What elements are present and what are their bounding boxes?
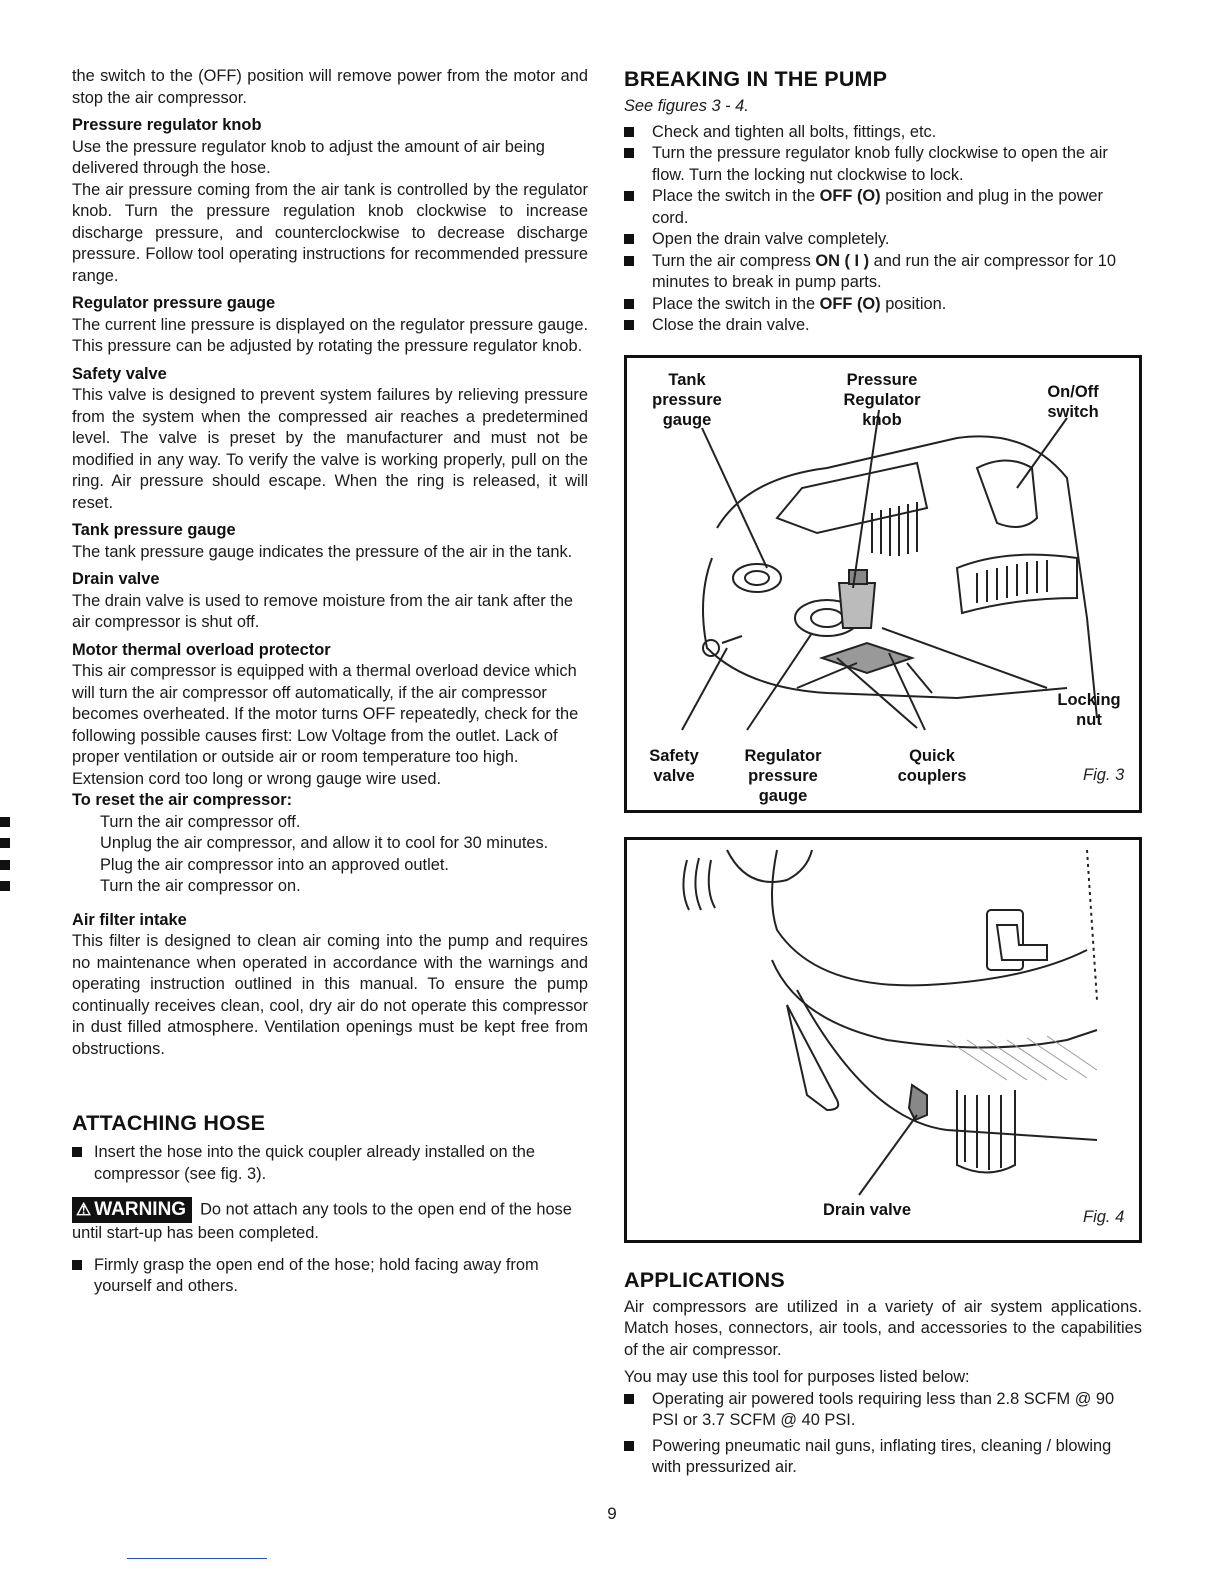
breaking-in-list (624, 122, 1142, 337)
applications-intro: You may use this tool for purposes listed below: (624, 1368, 970, 1386)
section-text: Use the pressure regulator knob to adjust the amount of air being delivered through the hose. (72, 137, 545, 177)
section-text: The tank pressure gauge indicates the pressure of the air in the tank. (72, 542, 573, 561)
intro-text: the switch to the (OFF) position will remove power from the motor and stop the air compressor. (72, 67, 588, 107)
label-tank-pressure-gauge: Tank pressure gauge (652, 370, 722, 429)
list-item: Plug the air compressor into an approved outlet. (0, 855, 588, 877)
breaking-in-heading: BREAKING IN THE PUMP (624, 67, 888, 91)
list-item: Powering pneumatic nail guns, inflating tires, cleaning / blowing with pressurized air. (624, 1436, 1142, 1479)
figure-3 (624, 355, 1142, 813)
figure-4 (624, 837, 1142, 1243)
reset-title: To reset the air compressor: (72, 791, 293, 809)
label-safety-valve: Safety valve (649, 746, 699, 785)
section-text: This filter is designed to clean air coming into the pump and requires no maintenance when operated in accordance with the warnings and operating instruction outlined in this manual. To ensure the pump continually receives clean, cool, dry air do not operate this compressor in dust filled atmosphere. Ventilation openings must be kept free from obstructions. (72, 932, 588, 1058)
section-text: The current line pressure is displayed on the regulator pressure gauge. This pressure can be adjusted by rotating the pressure regulator knob. (72, 315, 588, 355)
section-text: The air pressure coming from the air tank is controlled by the regulator knob. Turn the pressure regulation knob clockwise to increase discharge pressure, and counterclockwise to decrease discharge pressure. Follow tool operating instructions for recommended pressure range. (72, 180, 588, 285)
section-title: Drain valve (72, 570, 160, 588)
attaching-list-2 (72, 1255, 588, 1298)
list-item: Turn the air compressor off. (0, 812, 588, 834)
section-title: Tank pressure gauge (72, 521, 236, 539)
label-on-off-switch: On/Off switch (1047, 382, 1099, 421)
footer-rule (127, 1558, 267, 1559)
list-item: Unplug the air compressor, and allow it to cool for 30 minutes. (0, 833, 588, 855)
list-item: Close the drain valve. (624, 315, 1142, 337)
list-item: Open the drain valve completely. (624, 229, 1142, 251)
warning-triangle-icon: ⚠ (76, 1200, 92, 1219)
see-figures: See figures 3 - 4. (624, 97, 749, 115)
section-title: Pressure regulator knob (72, 116, 262, 134)
drain-valve-illustration (627, 840, 1139, 1240)
warning-text: Do not attach any tools to the open end of the hose until start-up has been completed. (72, 1200, 572, 1242)
applications-heading: APPLICATIONS (624, 1267, 785, 1292)
list-item: Insert the hose into the quick coupler already installed on the compressor (see fig. 3). (72, 1142, 588, 1185)
section-text: This air compressor is equipped with a thermal overload device which will turn the air compressor off automatically, if the air compressor becomes overheated. If the motor turns OFF repeatedly, check for the following possible causes first: Low Voltage from the outlet. Lack of proper ventilation or outside air or room temperature too high. Extension cord too long or wrong gauge wire used. (72, 662, 579, 788)
list-item: Check and tighten all bolts, fittings, etc. (624, 122, 1142, 144)
label-drain-valve: Drain valve (822, 1200, 912, 1219)
section-title: Regulator pressure gauge (72, 294, 276, 312)
applications-text: Air compressors are utilized in a variety of air system applications. Match hoses, connectors, air tools, and accessories to the capabilities of the air compressor. (624, 1297, 1142, 1359)
label-locking-nut: Locking nut (1057, 690, 1121, 729)
section-title: Motor thermal overload protector (72, 640, 331, 659)
list-item: Turn the air compressor on. (0, 876, 588, 898)
warning-badge (72, 1197, 192, 1223)
attaching-list (72, 1142, 588, 1185)
label-pressure-regulator-knob: Pressure Regulator knob (843, 370, 921, 429)
list-item: Turn the air compress ON ( I ) and run the air compressor for 10 minutes to break in pump parts. (624, 251, 1142, 294)
right-column (624, 66, 1142, 1479)
attaching-hose-heading: ATTACHING HOSE (72, 1111, 266, 1135)
figure-3-caption: Fig. 3 (1083, 765, 1125, 784)
page-number: 9 (607, 1504, 617, 1523)
list-item: Place the switch in the OFF (O) position and plug in the power cord. (624, 186, 1142, 229)
list-item: Turn the pressure regulator knob fully clockwise to open the air flow. Turn the locking nut clockwise to lock. (624, 143, 1142, 186)
warning-label: WARNING (94, 1199, 187, 1220)
section-title: Air filter intake (72, 910, 187, 929)
list-item: Place the switch in the OFF (O) position. (624, 294, 1142, 316)
list-item: Operating air powered tools requiring less than 2.8 SCFM @ 90 PSI or 3.7 SCFM @ 40 PSI. (624, 1389, 1142, 1432)
label-quick-couplers: Quick couplers (897, 746, 967, 785)
label-regulator-pressure-gauge: Regulator pressure gauge (744, 746, 822, 805)
applications-list (624, 1389, 1142, 1479)
list-item: Firmly grasp the open end of the hose; hold facing away from yourself and others. (72, 1255, 588, 1298)
section-text: The drain valve is used to remove moisture from the air tank after the air compressor is shut off. (72, 591, 574, 631)
left-column (72, 66, 588, 1298)
reset-list (0, 812, 588, 898)
section-title: Safety valve (72, 364, 167, 383)
warning-block (72, 1197, 588, 1245)
figure-4-caption: Fig. 4 (1083, 1207, 1125, 1226)
section-text: This valve is designed to prevent system failures by relieving pressure from the system when the compressed air reaches a predetermined level. The valve is preset by the manufacturer and must not be modified in any way. To verify the valve is working properly, pull on the ring. Air pressure should escape. When the ring is released, it will reset. (72, 386, 588, 512)
